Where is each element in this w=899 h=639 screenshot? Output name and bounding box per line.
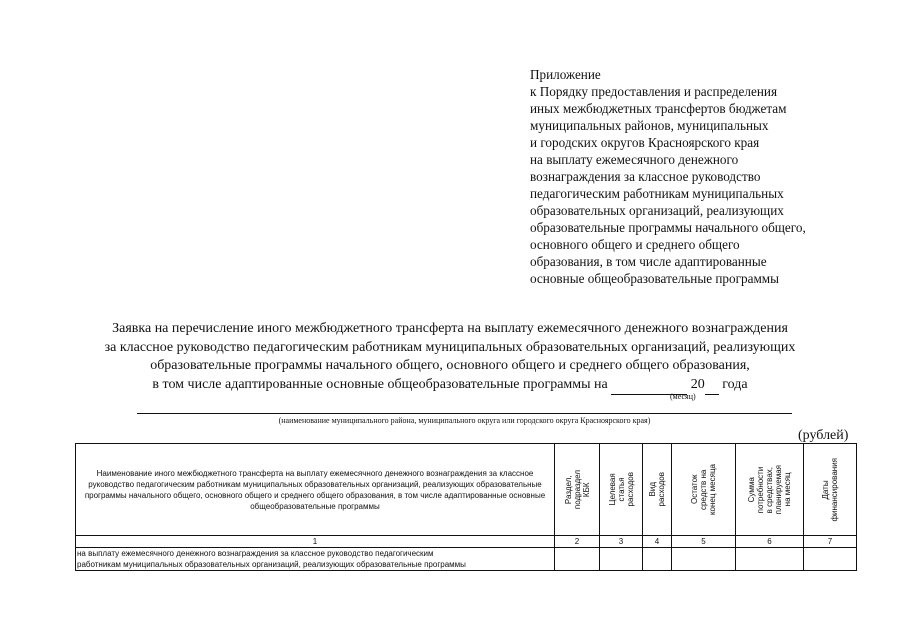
column-number: 6 <box>736 536 804 548</box>
table-number-row <box>76 536 857 548</box>
header-balance: Остаток средств на конец месяца <box>672 444 736 536</box>
header-target-article: Целевая статья расходов <box>600 444 643 536</box>
appendix-line: к Порядку предоставления и распределения <box>530 84 778 99</box>
cell-expense-type[interactable] <box>643 548 672 571</box>
table-row <box>76 548 857 571</box>
appendix-line: образования, в том числе адаптированные <box>530 254 767 269</box>
cell-need-amount[interactable] <box>736 548 804 571</box>
appendix-line: образовательных организаций, реализующих <box>530 203 784 218</box>
appendix-line: Приложение <box>530 67 601 82</box>
row-transfer-name: на выплату ежемесячного денежного вознаграждения за классное руководство педагогическим работникам муниципальных образовательных организаций, реализующих образовательные программы <box>76 548 555 571</box>
header-transfer-name: Наименование иного межбюджетного трансферта на выплату ежемесячного денежного вознаграждения за классное руководство педагогическим работникам муниципальных образовательных организаций, реализующих образовательные программы начального общего, основного общего и среднего общего образования, в том числе адаптированные основные общеобразовательные программы <box>76 444 555 536</box>
appendix-line: педагогическим работникам муниципальных <box>530 186 784 201</box>
appendix-line: и городских округов Красноярского края <box>530 135 760 150</box>
appendix-line: основного общего и среднего общего <box>530 237 740 252</box>
title-line: образовательные программы начального общего, основного общего и среднего общего образования, <box>150 358 750 373</box>
column-number: 1 <box>76 536 555 548</box>
cell-financing-dates[interactable] <box>804 548 857 571</box>
column-number: 4 <box>643 536 672 548</box>
appendix-line: иных межбюджетных трансфертов бюджетам <box>530 101 787 116</box>
header-financing-dates: Даты финансирования <box>804 444 857 536</box>
appendix-line: муниципальных районов, муниципальных <box>530 118 769 133</box>
cell-balance[interactable] <box>672 548 736 571</box>
appendix-line: на выплату ежемесячного денежного <box>530 152 739 167</box>
appendix-block <box>530 66 860 287</box>
title-line4-suffix: года <box>722 376 748 392</box>
title-line: Заявка на перечисление иного межбюджетного трансферта на выплату ежемесячного денежного вознаграждения <box>112 321 788 336</box>
units-label: (рублей) <box>798 428 849 443</box>
appendix-line: основные общеобразовательные программы <box>530 271 780 286</box>
column-number: 5 <box>672 536 736 548</box>
year-prefix: 20 <box>690 376 705 392</box>
column-number: 2 <box>555 536 600 548</box>
year-blank-field[interactable] <box>705 376 719 396</box>
header-expense-type: Вид расходов <box>643 444 672 536</box>
document-title <box>60 320 840 395</box>
column-number: 3 <box>600 536 643 548</box>
title-line-4 <box>60 376 840 396</box>
column-number: 7 <box>804 536 857 548</box>
table-header-row <box>76 444 857 536</box>
municipality-name-caption: (наименование муниципального района, муниципального округа или городского округа Красноярского края) <box>278 416 651 425</box>
title-line: за классное руководство педагогическим работникам муниципальных образовательных организаций, реализующих <box>104 339 796 355</box>
municipality-name-field[interactable] <box>137 413 792 414</box>
cell-target-article[interactable] <box>600 548 643 571</box>
appendix-line: вознаграждения за классное руководство <box>530 169 761 184</box>
title-line4-prefix: в том числе адаптированные основные общеобразовательные программы на <box>152 376 608 392</box>
cell-section-kbk[interactable] <box>555 548 600 571</box>
appendix-line: образовательные программы начального общего, <box>530 220 806 235</box>
header-section-kbk: Раздел, подраздел КБК <box>555 444 600 536</box>
month-caption: (месяц) <box>670 392 696 401</box>
transfer-request-table <box>75 443 857 571</box>
header-need-amount: Сумма потребности в средствах, планируемая на месяц <box>736 444 804 536</box>
